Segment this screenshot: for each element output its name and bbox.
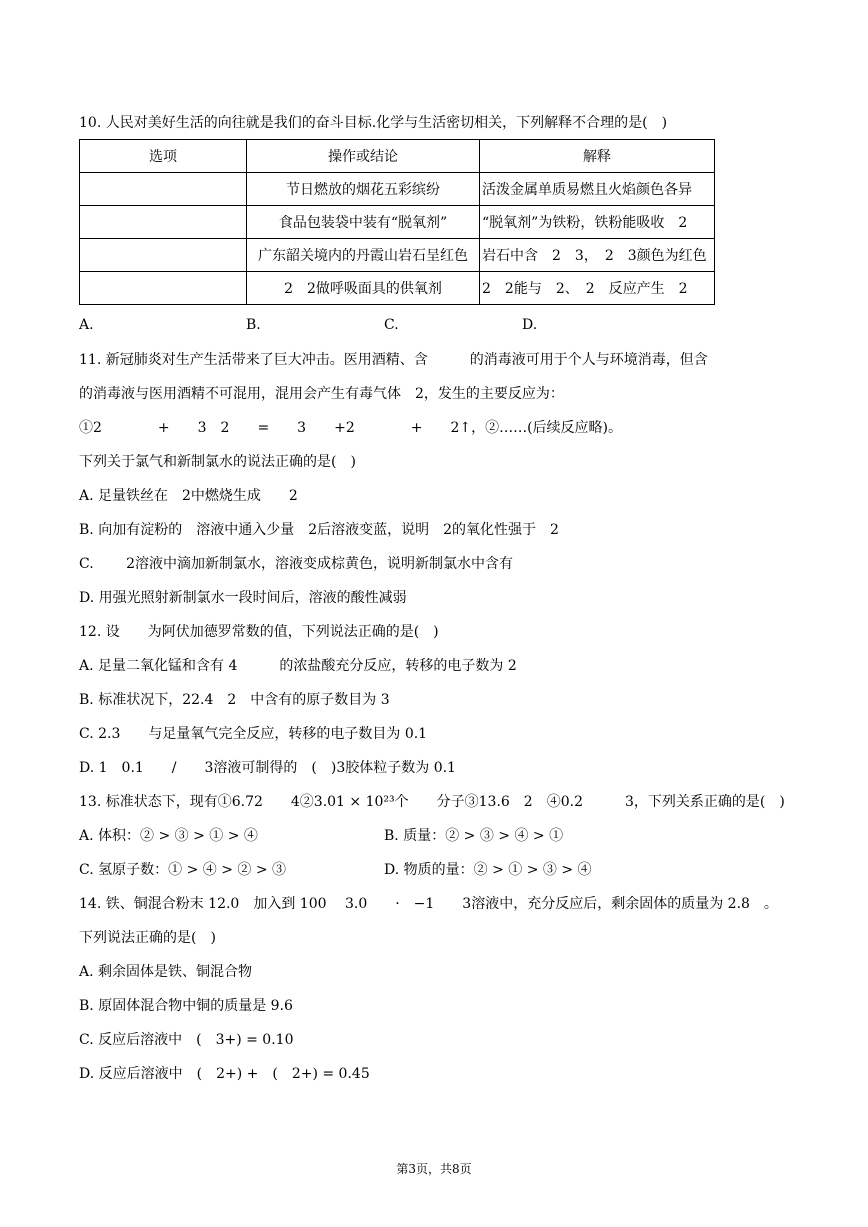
q13-stem: 13. 标准状态下，现有①6.72 4②3.01 × 10²³个 分子③13.6 2 ④0.2 3，下列关系正确的是( ) — [79, 794, 785, 810]
table-cell — [80, 173, 247, 206]
table-row — [80, 272, 715, 305]
table-header-row — [80, 140, 715, 173]
table-cell: 活泼金属单质易燃且火焰颜色各异 — [480, 173, 715, 206]
table-header: 操作或结论 — [247, 140, 480, 173]
table-cell: 食品包装袋中装有“脱氧剂” — [247, 206, 480, 239]
q12-option-a: A. 足量二氧化锰和含有 4 的浓盐酸充分反应，转移的电子数为 2 — [79, 658, 517, 674]
table-row — [80, 206, 715, 239]
table-cell — [80, 206, 247, 239]
q13-option-b: B. 质量：② > ③ > ④ > ① — [384, 828, 564, 844]
q11-option-d: D. 用强光照射新制氯水一段时间后，溶液的酸性减弱 — [79, 590, 407, 606]
q11-equation: ①2 + 3 2 = 3 +2 + 2↑，②……(后续反应略)。 — [79, 420, 623, 436]
q10-option-c: C. — [384, 317, 399, 333]
q12-option-c: C. 2.3 与足量氧气完全反应，转移的电子数目为 0.1 — [79, 726, 428, 742]
q14-question: 下列说法正确的是( ) — [79, 930, 216, 946]
q14-stem: 14. 铁、铜混合粉末 12.0 加入到 100 3.0 · −1 3溶液中，充分反应后，剩余固体的质量为 2.8 。 — [79, 896, 778, 912]
q12-option-d: D. 1 0.1 / 3溶液可制得的 ( )3胶体粒子数为 0.1 — [79, 760, 456, 776]
q11-option-c: C. 2溶液中滴加新制氯水，溶液变成棕黄色，说明新制氯水中含有 — [79, 556, 514, 572]
table-cell: 2 2做呼吸面具的供氧剂 — [247, 272, 480, 305]
table-cell: “脱氧剂”为铁粉，铁粉能吸收 2 — [480, 206, 715, 239]
table-header: 选项 — [80, 140, 247, 173]
table-row — [80, 173, 715, 206]
q10-table — [79, 139, 715, 305]
q14-option-c: C. 反应后溶液中 ( 3+) = 0.10 — [79, 1032, 294, 1048]
table-cell: 岩石中含 2 3， 2 3颜色为红色 — [480, 239, 715, 272]
q10-stem: 10. 人民对美好生活的向往就是我们的奋斗目标.化学与生活密切相关，下列解释不合理的是( ) — [79, 115, 668, 131]
table-cell: 节日燃放的烟花五彩缤纷 — [247, 173, 480, 206]
q13-option-c: C. 氢原子数：① > ④ > ② > ③ — [79, 862, 287, 878]
q10-option-d: D. — [522, 317, 538, 333]
q12-stem: 12. 设 为阿伏加德罗常数的值，下列说法正确的是( ) — [79, 624, 439, 640]
q11-option-b: B. 向加有淀粉的 溶液中通入少量 2后溶液变蓝，说明 2的氧化性强于 2 — [79, 522, 559, 538]
page-number: 第3页，共8页 — [396, 1162, 472, 1176]
table-cell: 2 2能与 2、 2 反应产生 2 — [480, 272, 715, 305]
q11-line1: 11. 新冠肺炎对生产生活带来了巨大冲击。医用酒精、含 的消毒液可用于个人与环境消毒，但含 — [79, 352, 708, 368]
q14-option-b: B. 原固体混合物中铜的质量是 9.6 — [79, 998, 293, 1014]
table-cell — [80, 272, 247, 305]
q14-option-d: D. 反应后溶液中 ( 2+) + ( 2+) = 0.45 — [79, 1066, 370, 1082]
q10-option-a: A. — [79, 317, 94, 333]
table-header: 解释 — [480, 140, 715, 173]
table-cell: 广东韶关境内的丹霞山岩石呈红色 — [247, 239, 480, 272]
q11-line2: 的消毒液与医用酒精不可混用，混用会产生有毒气体 2，发生的主要反应为： — [79, 386, 564, 402]
q10-option-b: B. — [246, 317, 261, 333]
q11-option-a: A. 足量铁丝在 2中燃烧生成 2 — [79, 488, 298, 504]
q11-question: 下列关于氯气和新制氯水的说法正确的是( ) — [79, 454, 356, 470]
q12-option-b: B. 标准状况下，22.4 2 中含有的原子数目为 3 — [79, 692, 390, 708]
table-cell — [80, 239, 247, 272]
q13-option-a: A. 体积：② > ③ > ① > ④ — [79, 828, 258, 844]
table-row — [80, 239, 715, 272]
q13-option-d: D. 物质的量：② > ① > ③ > ④ — [384, 862, 592, 878]
q14-option-a: A. 剩余固体是铁、铜混合物 — [79, 964, 253, 980]
